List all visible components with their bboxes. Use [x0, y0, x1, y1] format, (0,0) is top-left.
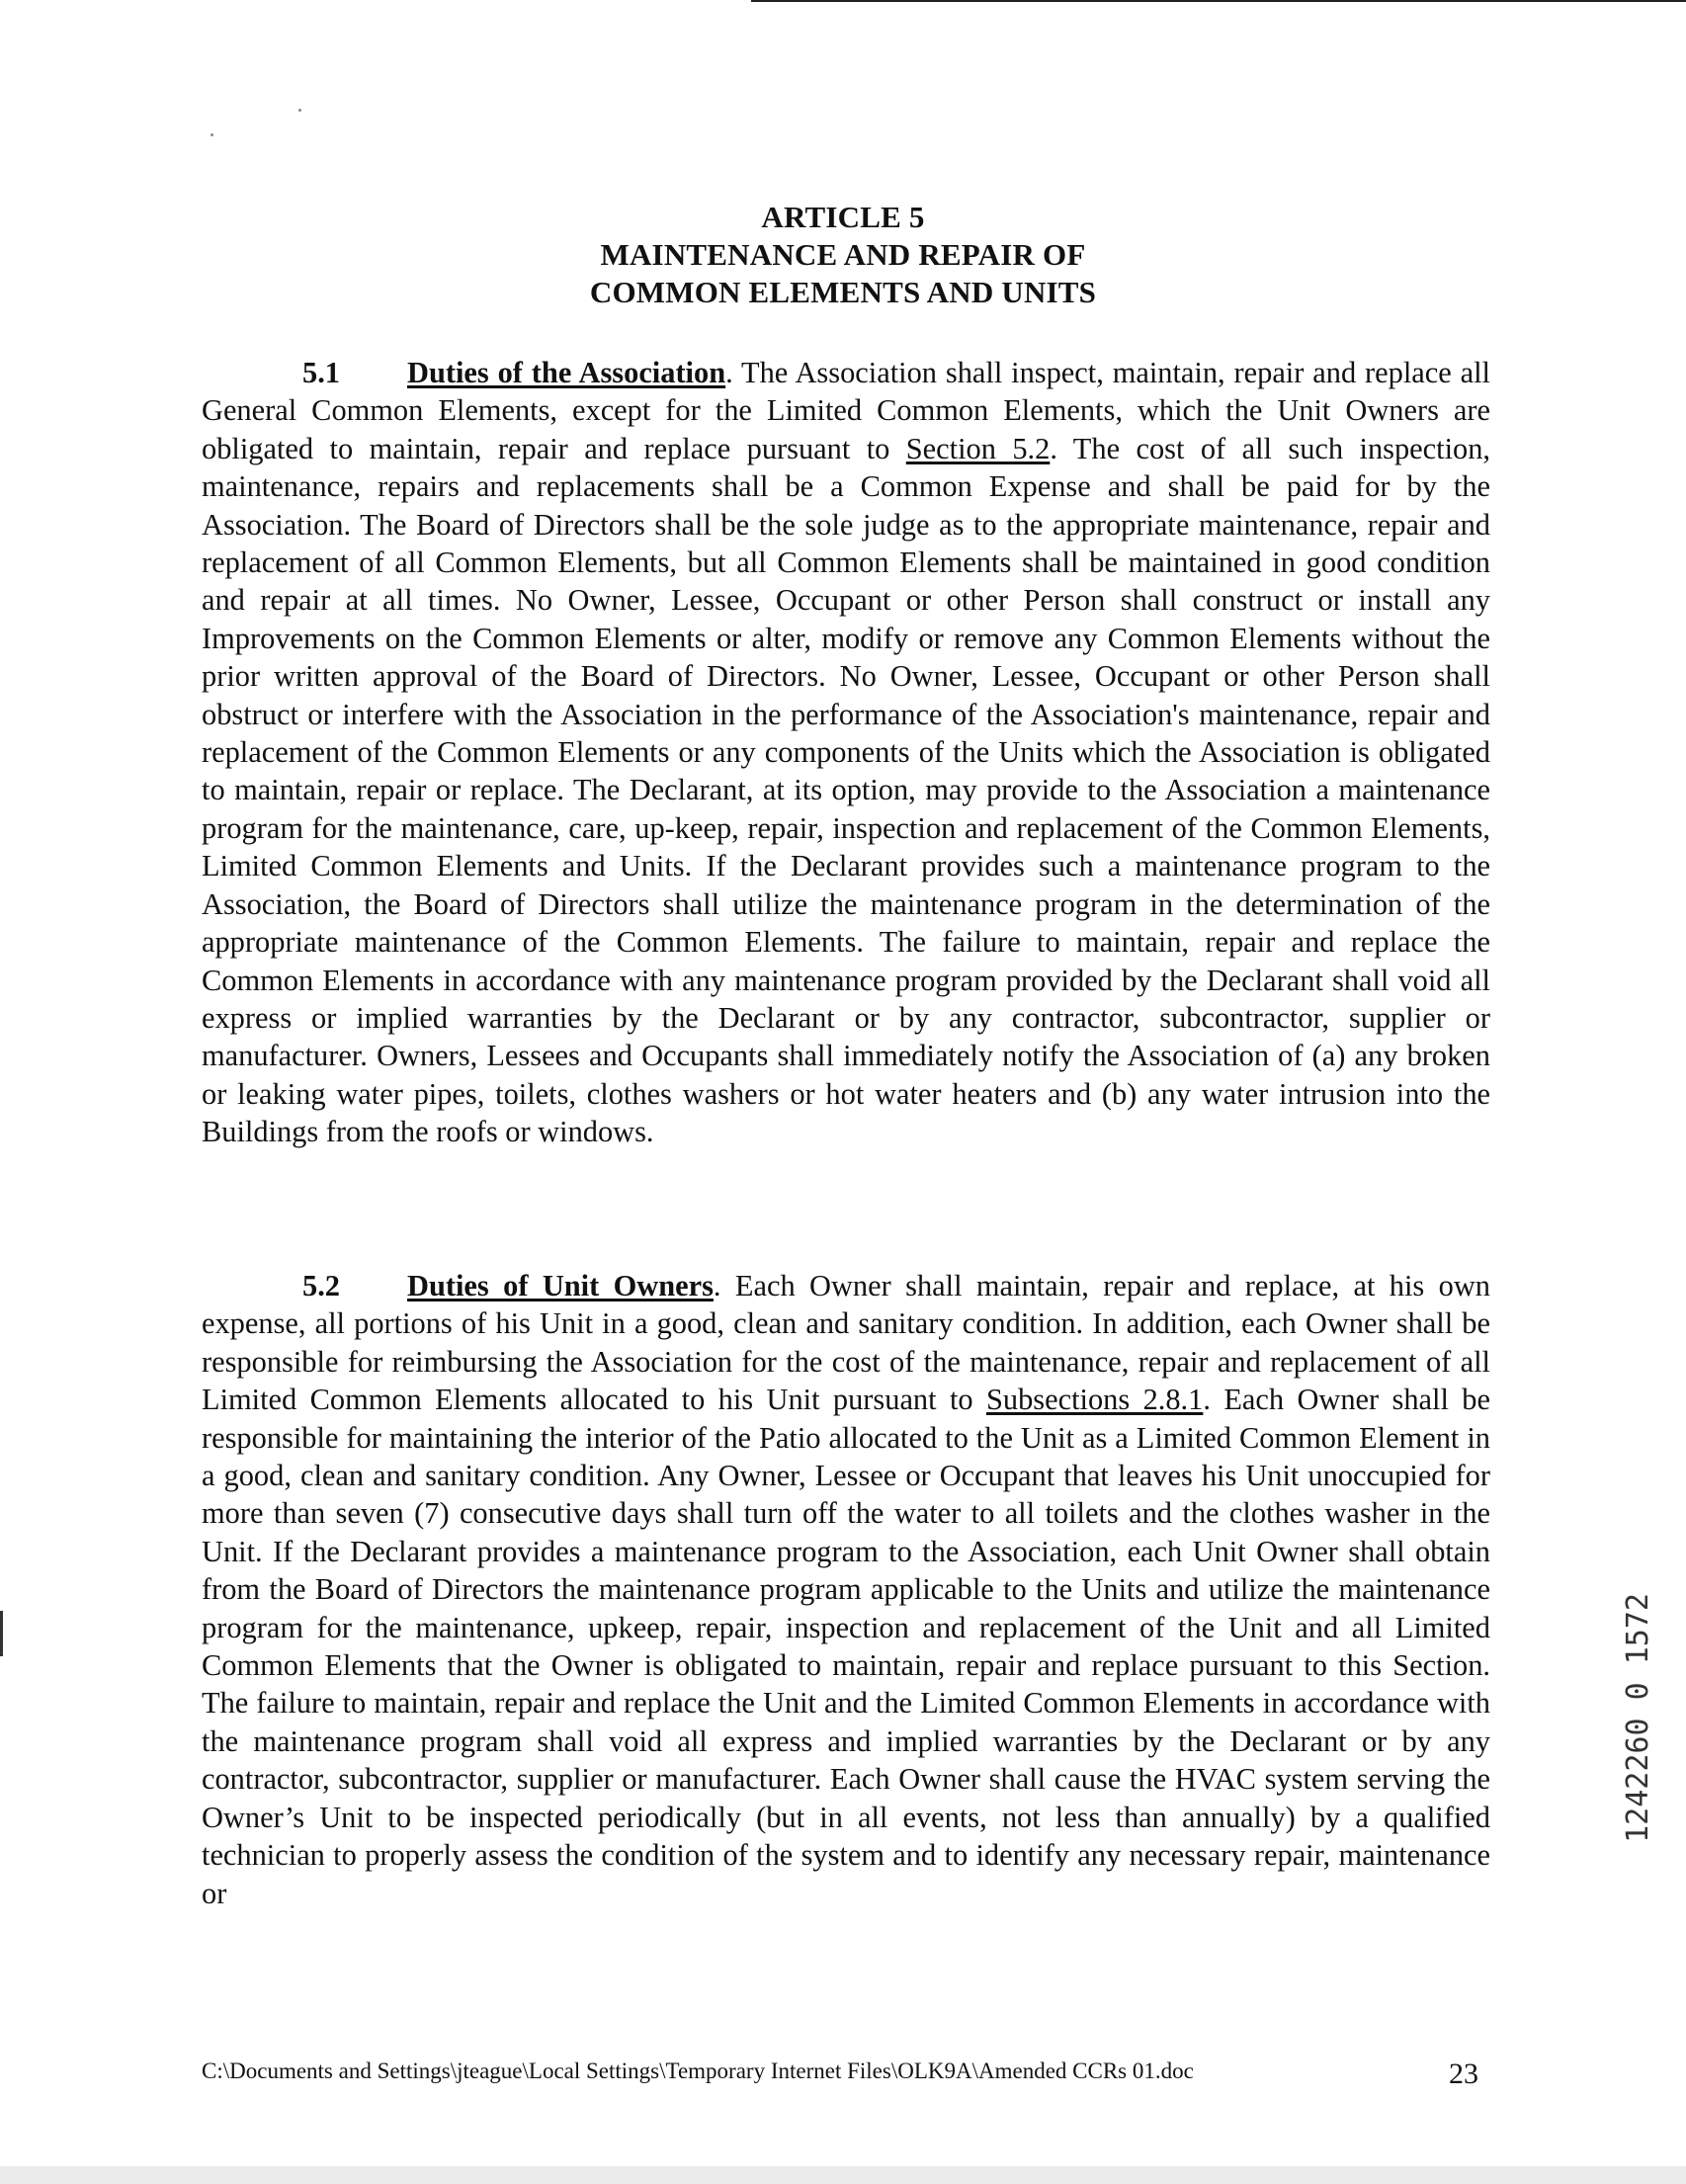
- section-text: . The cost of all such inspection, maintenance, repairs and replacements shall be a Common Expense and shall be paid for by the Association. The Board of Directors shall be the sole judge as to the appropriate maintenance, repair and replacement of all Common Elements, but all Common Elements shall be maintained in good condition and repair at all times. No Owner, Lessee, Occupant or other Person shall construct or install any Improvements on the Common Elements or alter, modify or remove any Common Elements without the prior written approval of the Board of Directors. No Owner, Lessee, Occupant or other Person shall obstruct or interfere with the Association in the performance of the Association's maintenance, repair and replacement of the Common Elements or any components of the Units which the Association is obligated to maintain, repair or replace. The Declarant, at its option, may provide to the Association a maintenance program for the maintenance, care, up-keep, repair, inspection and replacement of the Common Elements, Limited Common Elements and Units. If the Declarant provides such a maintenance program to the Association, the Board of Directors shall utilize the maintenance program in the determination of the appropriate maintenance of the Common Elements. The failure to maintain, repair and replace the Common Elements in accordance with any maintenance program provided by the Declarant shall void all express or implied warranties by the Declarant or by any contractor, subcontractor, supplier or manufacturer. Owners, Lessees and Occupants shall immediately notify the Association of (a) any broken or leaking water pipes, toilets, clothes washers or hot water heaters and (b) any water intrusion into the Buildings from the roofs or windows.: [202, 431, 1491, 1149]
- article-heading: [0, 199, 1686, 311]
- section-heading: Duties of the Association: [407, 356, 726, 389]
- scan-edge-mark: [0, 1611, 3, 1656]
- page-number: 23: [1449, 2058, 1478, 2090]
- article-title-line2: COMMON ELEMENTS AND UNITS: [589, 275, 1097, 309]
- article-number: ARTICLE 5: [761, 200, 925, 234]
- scan-speck: [211, 133, 213, 136]
- article-title-line1: MAINTENANCE AND REPAIR OF: [600, 237, 1086, 272]
- section-5-1: [202, 354, 1490, 1151]
- section-number: 5.1: [302, 356, 340, 389]
- section-heading: Duties of Unit Owners: [407, 1269, 714, 1302]
- scan-speck: [298, 109, 301, 112]
- section-text: . The Association shall inspect, maintain, repair and replace all General Common Elements, except for the Limited Common Elements, which the Unit Owners are obligated to maintain, repair and replace pursuant to: [202, 356, 1490, 465]
- section-text: . Each Owner shall maintain, repair and replace, at his own expense, all portions of his Unit in a good, clean and sanitary condition. In addition, each Owner shall be responsible for reimbursing the Association for the cost of the maintenance, repair and replacement of all Limited Common Elements allocated to his Unit pursuant to: [202, 1269, 1490, 1417]
- footer-file-path: C:\Documents and Settings\jteague\Local Settings\Temporary Internet Files\OLK9A\Amended CCRs 01.doc: [202, 2058, 1194, 2083]
- section-text: . Each Owner shall be responsible for maintaining the interior of the Patio allocated to the Unit as a Limited Common Element in a good, clean and sanitary condition. Any Owner, Lessee or Occupant that leaves his Unit unoccupied for more than seven (7) consecutive days shall turn off the water to all toilets and the clothes washer in the Unit. If the Declarant provides a maintenance program to the Association, each Unit Owner shall obtain from the Board of Directors the maintenance program applicable to the Units and utilize the maintenance program for the maintenance, upkeep, repair, inspection and replacement of the Unit and all Limited Common Elements that the Owner is obligated to maintain, repair and replace pursuant to this Section. The failure to maintain, repair and replace the Unit and the Limited Common Elements in accordance with the maintenance program shall void all express and implied warranties by the Declarant or by any contractor, subcontractor, supplier or manufacturer. Each Owner shall cause the HVAC system serving the Owner’s Unit to be inspected periodically (but in all events, not less than annually) by a qualified technician to properly assess the condition of the system and to identify any necessary repair, maintenance or: [202, 1383, 1490, 1910]
- section-number: 5.2: [302, 1269, 340, 1302]
- section-cross-reference: Subsections 2.8.1: [985, 1383, 1204, 1417]
- scan-top-border: [751, 0, 1686, 2]
- recording-stamp: 1242260 0 1572: [1621, 1593, 1655, 1843]
- section-5-2: [202, 1267, 1490, 1912]
- scan-bottom-edge: [0, 2166, 1686, 2184]
- section-cross-reference: Section 5.2: [905, 431, 1051, 465]
